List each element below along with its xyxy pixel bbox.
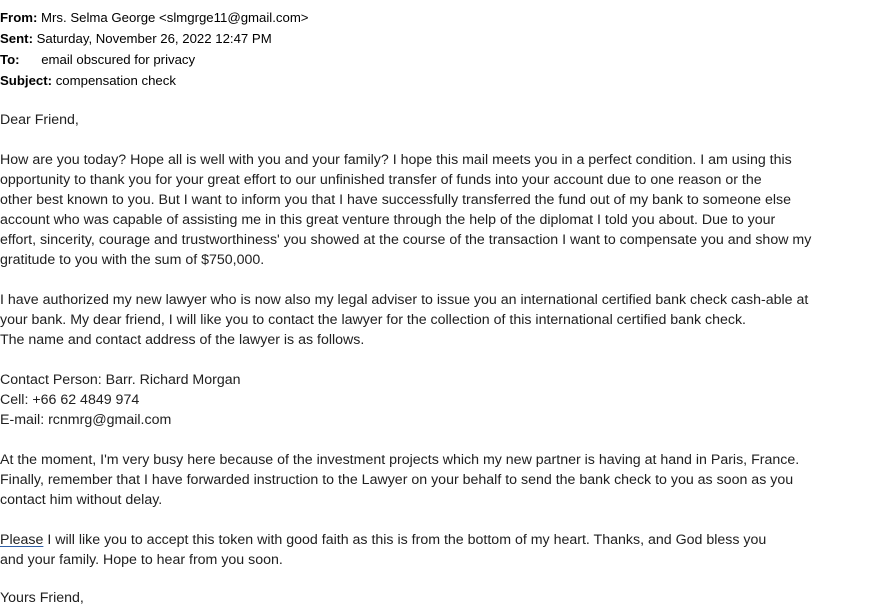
- paragraph-line: The name and contact address of the lawyer is as follows.: [0, 332, 365, 348]
- paragraph-2: [0, 290, 882, 350]
- paragraph-line: opportunity to thank you for your great effort to our unfinished transfer of funds into your account due to one reason or the: [0, 172, 762, 188]
- paragraph-line: account who was capable of assisting me in this great venture through the help of the diplomat I told you about. Due to your: [0, 212, 776, 228]
- paragraph-line: other best known to you. But I want to inform you that I have successfully transferred the fund out of my bank to someone else: [0, 192, 791, 208]
- paragraph-3: [0, 450, 882, 510]
- from-label: From:: [0, 10, 38, 25]
- to-row: [0, 49, 882, 70]
- contact-cell: Cell: +66 62 4849 974: [0, 392, 140, 408]
- paragraph-line: gratitude to you with the sum of $750,000.: [0, 252, 265, 268]
- contact-person: Contact Person: Barr. Richard Morgan: [0, 372, 241, 388]
- paragraph-line: [0, 530, 882, 550]
- contact-block: [0, 370, 882, 430]
- paragraph-line: your bank. My dear friend, I will like you to contact the lawyer for the collection of this international certified bank check.: [0, 312, 747, 328]
- paragraph-line: contact him without delay.: [0, 492, 163, 508]
- paragraph-line: Finally, remember that I have forwarded instruction to the Lawyer on your behalf to send the bank check to you as soon as you: [0, 472, 794, 488]
- paragraph-1: [0, 150, 882, 270]
- subject-value: compensation check: [55, 73, 176, 88]
- closing-partial: [0, 584, 882, 606]
- contact-email: E-mail: rcnmrg@gmail.com: [0, 412, 172, 428]
- blank-line: [0, 510, 882, 530]
- closing-partial-text: Yours Friend,: [0, 590, 84, 606]
- blank-line: [0, 130, 882, 150]
- underlined-word: Please: [0, 532, 44, 548]
- email-header: [0, 7, 882, 91]
- paragraph-line: At the moment, I'm very busy here because of the investment projects which my new partner is having at hand in Paris, France.: [0, 452, 800, 468]
- to-value: email obscured for privacy: [41, 52, 196, 67]
- blank-line: [0, 270, 882, 290]
- email-body: [0, 110, 882, 570]
- paragraph-line: I have authorized my new lawyer who is now also my legal adviser to issue you an international certified bank check cash-able at: [0, 292, 809, 308]
- from-row: [0, 7, 882, 28]
- blank-line: [0, 350, 882, 370]
- sent-label: Sent:: [0, 31, 33, 46]
- paragraph-line: effort, sincerity, courage and trustworthiness' you showed at the course of the transaction I want to compensate you and show my: [0, 232, 812, 248]
- subject-label: Subject:: [0, 73, 53, 88]
- sent-row: [0, 28, 882, 49]
- paragraph-line: and your family. Hope to hear from you soon.: [0, 552, 283, 568]
- from-value: Mrs. Selma George <slmgrge11@gmail.com>: [41, 10, 309, 25]
- greeting: Dear Friend,: [0, 112, 79, 128]
- sent-value: Saturday, November 26, 2022 12:47 PM: [36, 31, 272, 46]
- paragraph-line-rest: I will like you to accept this token with good faith as this is from the bottom of my heart. Thanks, and God bless you: [43, 532, 767, 548]
- to-label: To:: [0, 52, 20, 67]
- blank-line: [0, 430, 882, 450]
- paragraph-4: [0, 530, 882, 570]
- paragraph-line: How are you today? Hope all is well with you and your family? I hope this mail meets you in a perfect condition. I am using this: [0, 152, 792, 168]
- subject-row: [0, 70, 882, 91]
